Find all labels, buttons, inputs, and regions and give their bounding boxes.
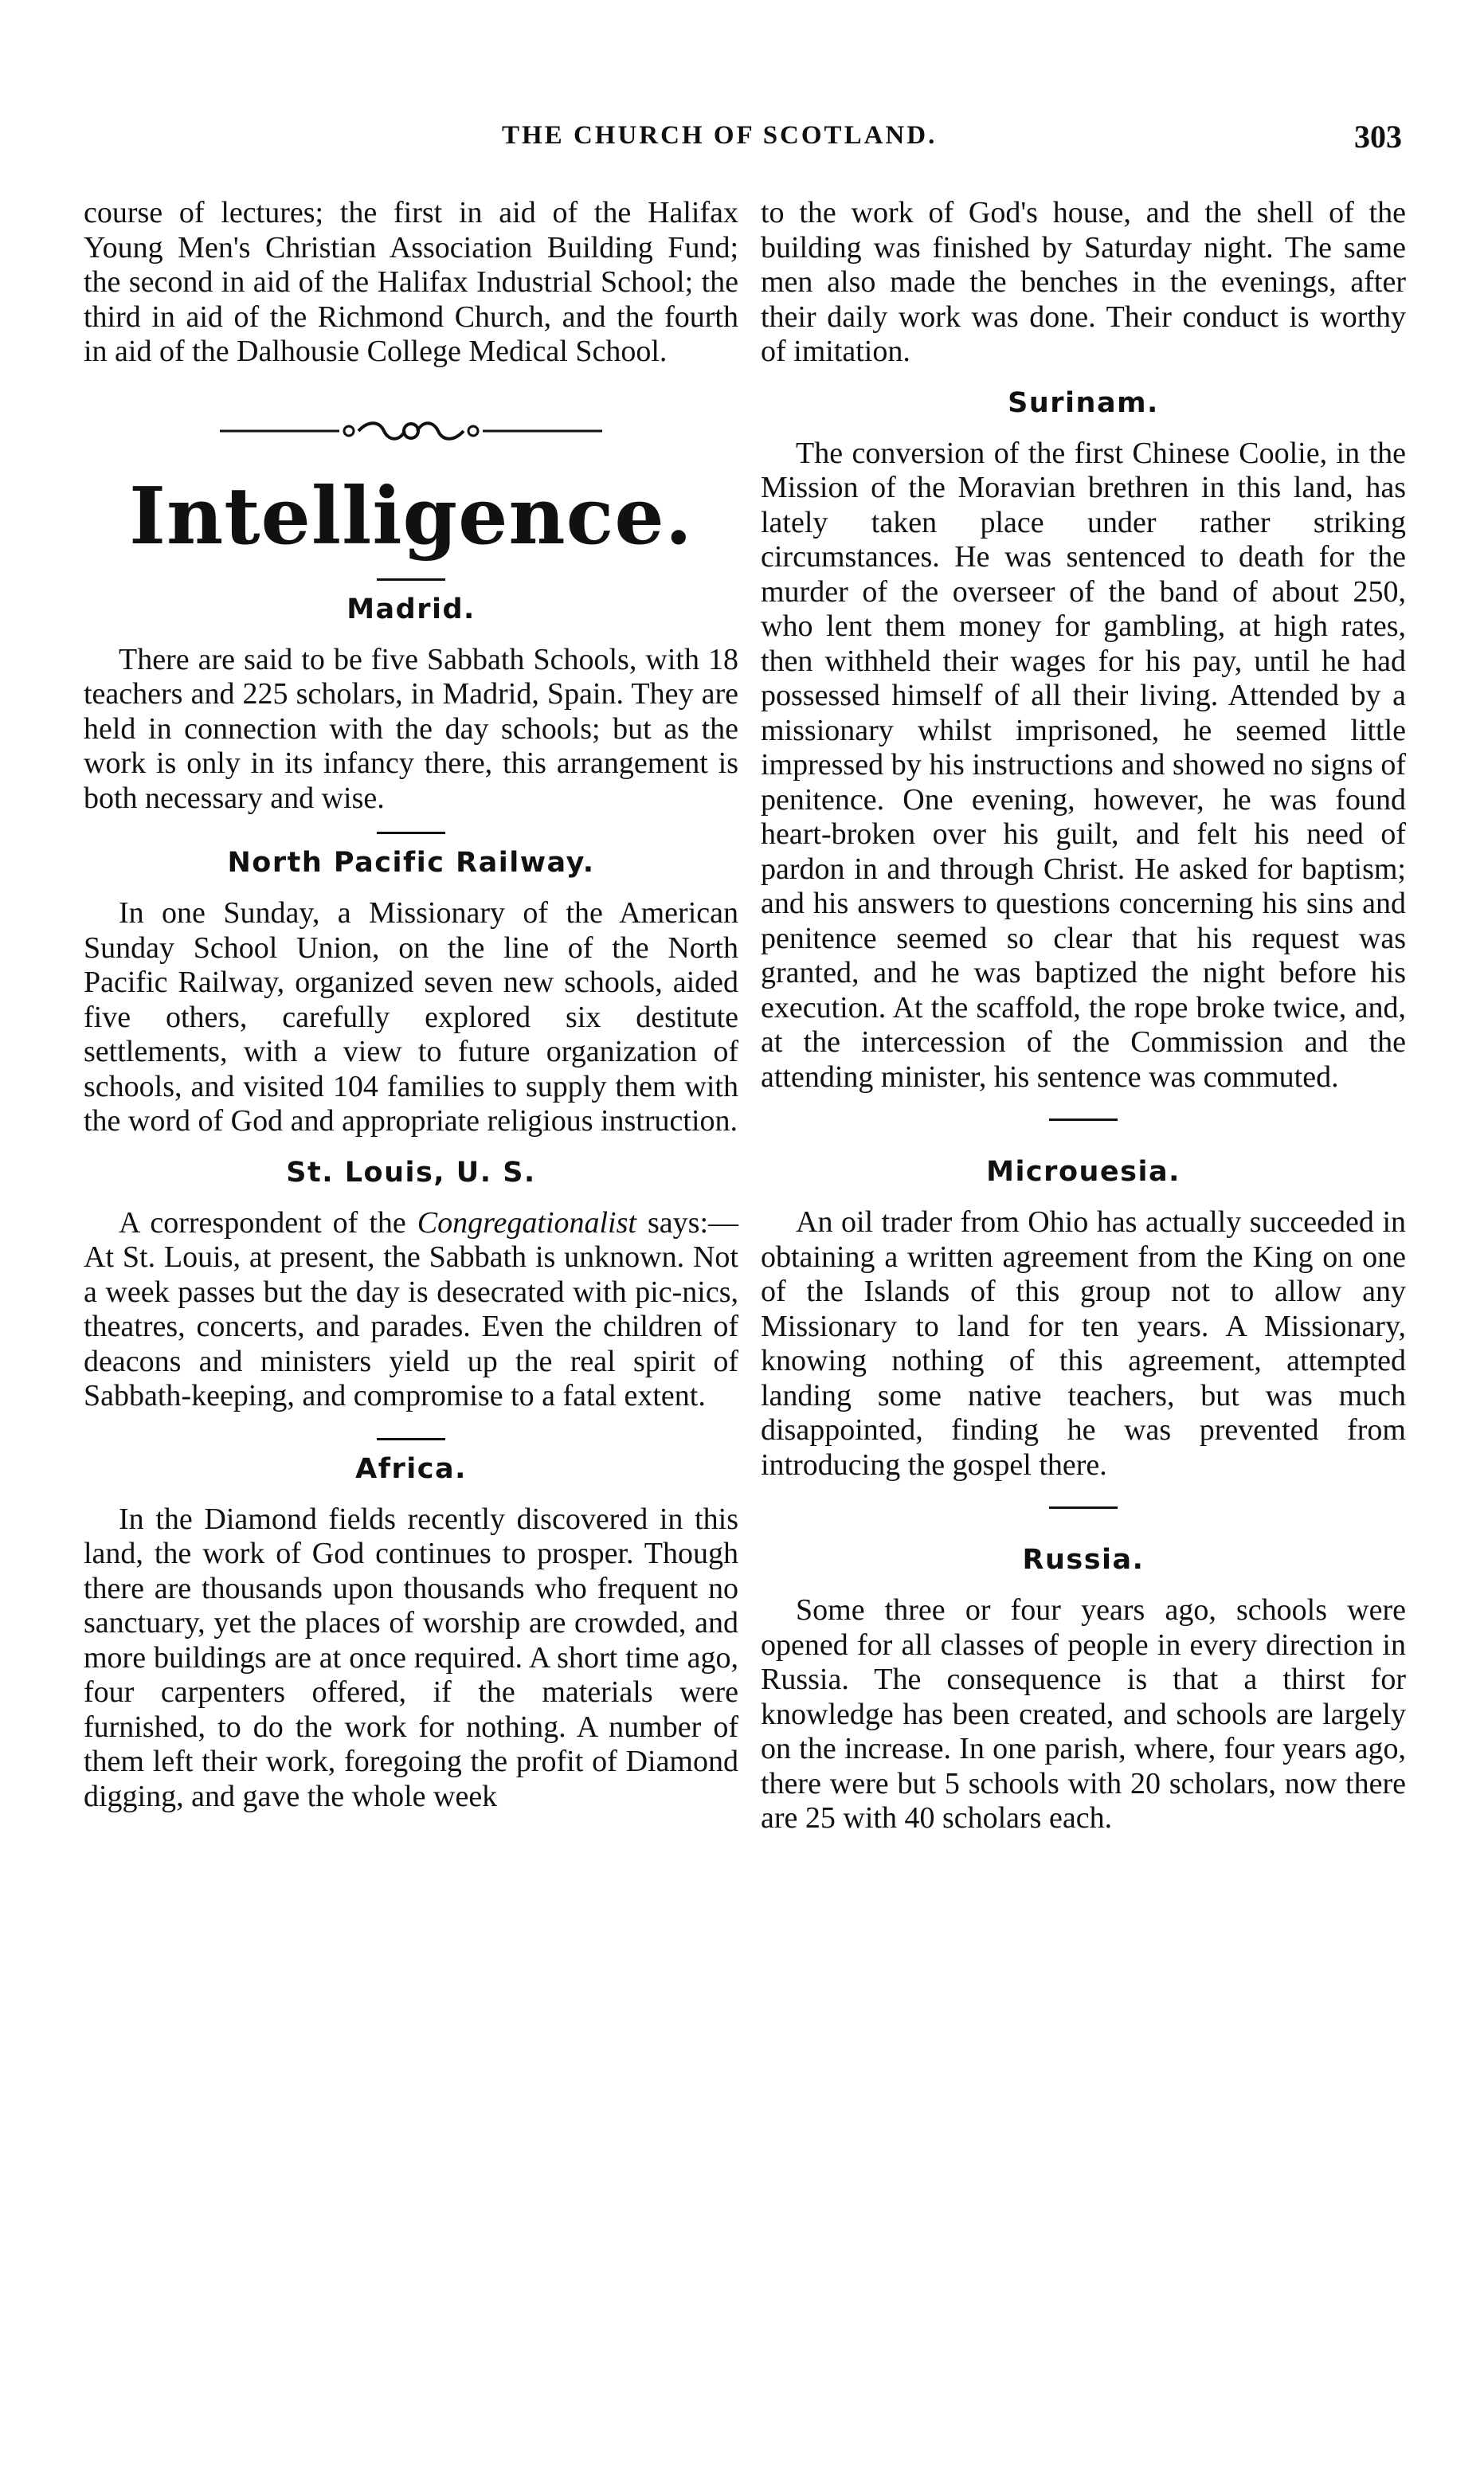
ornament-divider <box>220 419 602 443</box>
heading-micronesia: Microuesia. <box>986 1156 1181 1188</box>
heading-africa: Africa. <box>355 1452 467 1485</box>
st-louis-text-rest: says:—At St. Louis, at present, the Sabbath is unknown. Not a week passes but the day is desecrated with pic-nics, theatres, concerts, and parades. Even the children of deacons and ministers yield up the real spirit of Sabbath-keeping, and compromise to a fatal extent. <box>84 1205 738 1412</box>
continued-paragraph: to the work of God's house, and the shell of the building was finished by Saturday night. The same men also made the benches in the evenings, after their daily work was done. Their conduct is worthy of imitation. <box>761 196 1406 368</box>
heading-surinam: Surinam. <box>1008 386 1159 419</box>
heading-st-louis: St. Louis, U. S. <box>286 1156 536 1189</box>
right-column <box>761 196 1406 1836</box>
paragraph-st-louis <box>84 1206 738 1414</box>
left-column <box>84 196 738 1814</box>
paragraph-north-pacific-railway: In one Sunday, a Missionary of the American Sunday School Union, on the line of the North Pacific Railway, organized seven new schools, aided five others, carefully explored six destitute settlements, with a view to future organization of schools, and visited 104 families to supply them with the word of God and appropriate religious instruction. <box>84 896 738 1138</box>
running-head <box>0 121 1484 169</box>
running-title: THE CHURCH OF SCOTLAND. <box>502 121 938 150</box>
st-louis-text-start: A correspondent of the <box>119 1205 417 1240</box>
paragraph-micronesia: An oil trader from Ohio has actually succeeded in obtaining a written agreement from the King on one of the Islands of this group not to allow any Missionary to land for ten years. A Missionary, knowing nothing of this agreement, attempted landing some native teachers, but was much disappointed, finding he was prevented from introducing the gospel there. <box>761 1205 1406 1482</box>
heading-north-pacific-railway: North Pacific Railway. <box>227 847 595 879</box>
section-title: Intelligence. <box>129 470 693 562</box>
page-number: 303 <box>1354 119 1402 155</box>
heading-russia: Russia. <box>1022 1544 1145 1576</box>
continued-paragraph: course of lectures; the first in aid of the Halifax Young Men's Christian Association Building Fund; the second in aid of the Halifax Industrial School; the third in aid of the Richmond Church, and the fourth in aid of the Dalhousie College Medical School. <box>84 196 738 368</box>
paragraph-africa: In the Diamond fields recently discovered in this land, the work of God continues to prosper. Though there are thousands upon thousands who frequent no sanctuary, yet the places of worship are crowded, and more buildings are at once required. A short time ago, four carpenters offered, if the materials were furnished, to do the work for nothing. A number of them left their work, foregoing the profit of Diamond digging, and gave the whole week <box>84 1502 738 1813</box>
paragraph-russia: Some three or four years ago, schools were opened for all classes of people in every direction in Russia. The consequence is that a thirst for knowledge has been created, and schools are largely on the increase. In one parish, where, four years ago, there were but 5 schools with 20 scholars, now there are 25 with 40 scholars each. <box>761 1593 1406 1835</box>
publication-name: Congregationalist <box>417 1205 636 1240</box>
heading-madrid: Madrid. <box>347 593 476 625</box>
paragraph-madrid: There are said to be five Sabbath Schools, with 18 teachers and 225 scholars, in Madrid, Spain. They are held in connection with the day schools; but as the work is only in its infancy there, this arrangement is both necessary and wise. <box>84 642 738 815</box>
paragraph-surinam: The conversion of the first Chinese Coolie, in the Mission of the Moravian brethren in this land, has lately taken place under rather striking circumstances. He was sentenced to death for the murder of the overseer of the band of about 250, who lent them money for gambling, at high rates, then withheld their wages for his pay, until he had possessed himself of all their living. Attended by a missionary whilst imprisoned, he seemed little impressed by his instructions and showed no signs of penitence. One evening, however, he was found heart-broken over his guilt, and felt his need of pardon in and through Christ. He asked for baptism; and his answers to questions concerning his sins and penitence seemed so clear that his request was granted, and he was baptized the night before his execution. At the scaffold, the rope broke twice, and, at the intercession of the Commission and the attending minister, his sentence was commuted. <box>761 436 1406 1094</box>
